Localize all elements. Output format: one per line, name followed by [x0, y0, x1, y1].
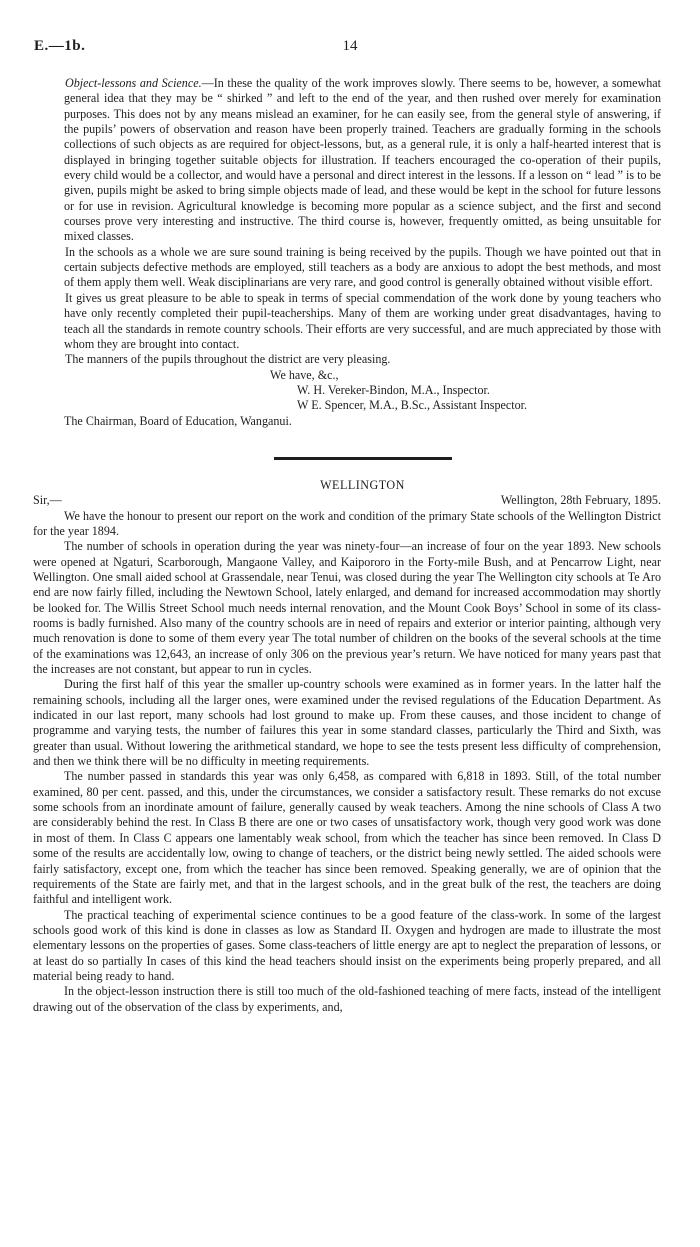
- salutation: Sir,—: [33, 493, 62, 508]
- page-body: [33, 76, 661, 1015]
- paragraph-passes: The number passed in standards this year was only 6,458, as compared with 6,818 in 1893. Still, of the total number examined, 80 per cent. passed, and this, under the circumstances, we consider a satisfactory result. These remarks do not excuse some schools from an inordinate amount of failure, generally caused by weak teachers. Among the nine schools of Class A two are considerably behind the rest. In Class B there are one or two cases of unsatisfactory work, though very good work was done in most of them. In Class C appears one lamentably weak school, from which the teacher has since been removed. In Class D some of the results are accidentally low, owing to change of teachers, or the district being newly settled. The aided schools were fairly satisfactory, except one, from which the teacher has since been removed. Speaking generally, we are of opinion that the requirements of the State are fairly met, and that in the largest schools, and in the great bulk of the rest, the teachers are doing faithful and intelligent work.: [33, 769, 661, 907]
- page-header: [34, 38, 666, 58]
- signature-assistant-inspector: W E. Spencer, M.A., B.Sc., Assistant Inspector.: [297, 398, 528, 413]
- paragraph-object-lessons: [64, 76, 661, 245]
- paragraph-object-lesson-instruction: In the object-lesson instruction there is still too much of the old-fashioned teaching of mere facts, instead of the intelligent drawing out of the observation of the class by experiments, and,: [33, 984, 661, 1014]
- paragraph-training: In the schools as a whole we are sure sound training is being received by the pupils. Though we have pointed out that in certain subjects defective methods are employed, still teachers as a body are anxious to adopt the best methods, and most of them apply them well. Weak disciplinarians are very rare, and good control is generally obtained without visible effort.: [64, 244, 661, 290]
- paragraph-science: The practical teaching of experimental science continues to be a good feature of the class-work. In some of the largest schools good work of this kind is done in classes as low as Standard II. Oxygen and hydrogen are made to illustrate the most elementary lessons on the properties of gases. Some class-teachers of little energy are apt to neglect the preparation of lessons, or at least do so partially In cases of this kind the head teachers should insist on the experiments being properly prepared, and all material being ready to hand.: [33, 907, 661, 983]
- paragraph-examinations: During the first half of this year the smaller up-country schools were examined as in former years. In the latter half the remaining schools, including all the larger ones, were examined under the revised regulations of the Education Department. As indicated in our last report, many schools had lost ground to make up. From these causes, and those incident to change of programme and varying tests, the number of failures this year in some standard classes, particularly the Third and Sixth, was greater than usual. Without lowering the arithmetical standard, we hope to see the tests present less difficulty of comprehension, and then we think there will be no difficulty in meeting requirements.: [33, 677, 661, 769]
- section-divider: [274, 457, 452, 460]
- place-date: Wellington, 28th February, 1895.: [500, 493, 661, 508]
- salutation-line: [33, 493, 661, 508]
- paragraph-young-teachers: It gives us great pleasure to be able to speak in terms of special commendation of the work done by young teachers who have only recently completed their pupil-teacherships. Many of them are working under great disadvantages, having to teach all the standards in remote country schools. Their efforts are very successful, and are much appreciated by those with whom they are brought into contact.: [64, 290, 661, 351]
- paragraph-manners: The manners of the pupils throughout the district are very pleasing.: [65, 352, 391, 367]
- paragraph-schools: The number of schools in operation during the year was ninety-four—an increase of four on the year 1893. New schools were opened at Ngaturi, Scarborough, Mangaone Valley, and Kaipororo in the Forty-mile Bush, and at Pencarrow Light, near Wellington. One small aided school at Grassendale, near Tenui, was closed during the year The Wellington city schools at Te Aro end are now fairly filled, including the Newtown School, lately enlarged, and demand for increased accommodation may shortly be looked for. The Willis Street School much needs internal renovation, and the Mount Cook Boys’ School in some of its class-rooms is badly furnished. Also many of the country schools are in need of repairs and exterior or interior painting, although very much renovation is done to some of them every year The total number of children on the books of the several schools at the time of the examinations was 12,643, an increase of only 306 on the previous year’s return. We have noticed for many years past that the increases are not constant, but appear to run in cycles.: [33, 539, 661, 677]
- paragraph-intro: We have the honour to present our report on the work and condition of the primary State schools of the Wellington District for the year 1894.: [33, 508, 661, 538]
- signature-inspector: W. H. Vereker-Bindon, M.A., Inspector.: [297, 382, 490, 397]
- section-title: WELLINGTON: [320, 477, 405, 492]
- addressee-line: The Chairman, Board of Education, Wanganui.: [64, 413, 292, 428]
- closing-line: We have, &c.,: [270, 367, 339, 382]
- paragraph-text: —In these the quality of the work improves slowly. There seems to be, however, a somewhat general idea that they may be “ shirked ” and left to the end of the year, and then rushed over merely for examination purposes. This does not by any means mislead an examiner, for he can easily see, from the general style of answering, if the pupils’ powers of observation and reason have been properly trained. Teachers are gradually forming in the schools collections of such objects as are required for object-lessons, but, as a general rule, it is only a half-hearted interest that is displayed in bringing together suitable objects for illustration. If teachers encouraged the co-operation of their pupils, every child would be a collector, and would have a personal and direct interest in the lessons. If a lesson on “ lead ” is to be given, pupils might be asked to bring simple objects made of lead, and these would be kept in the school for future lessons or for use in revision. Agricultural knowledge is becoming more popular as a science subject, and the first and second courses prove very interesting and instructive. The third course is, however, frequently omitted, as being unsuitable for mixed classes.: [64, 76, 661, 244]
- document-code: E.—1b.: [34, 38, 86, 54]
- paragraph-lead: Object-lessons and Science.: [65, 76, 202, 90]
- page-number: 14: [342, 38, 358, 54]
